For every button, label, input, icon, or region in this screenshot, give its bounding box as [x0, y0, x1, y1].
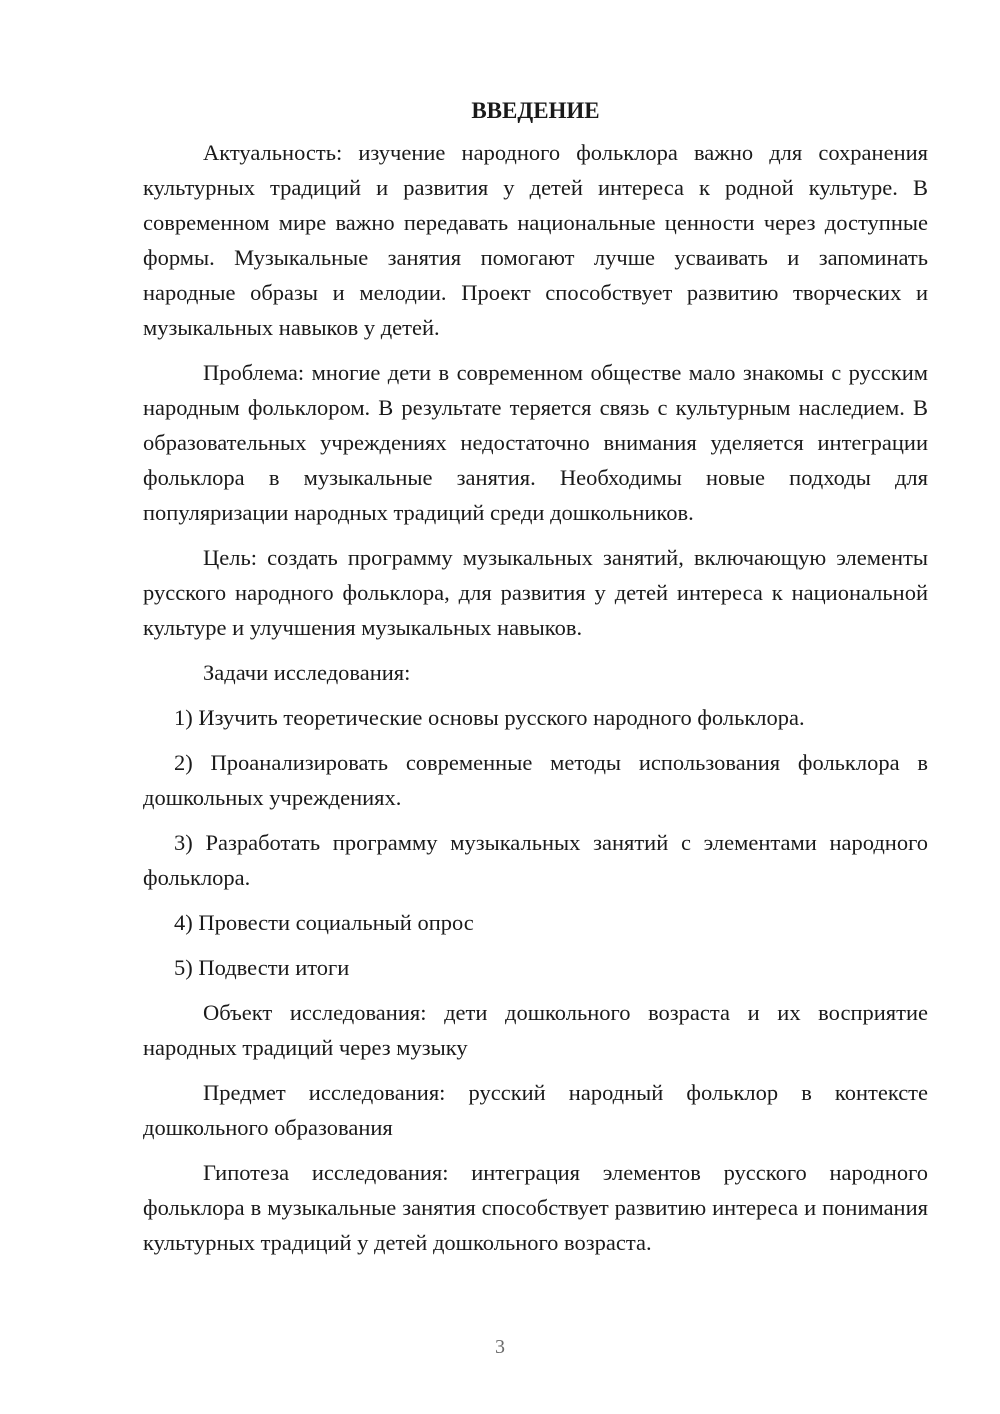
- problem-paragraph: Проблема: многие дети в современном обществе мало знакомы с русским народным фольклором. В результате теряется связь с культурным наследием. В образовательных учреждениях недостаточно внимания уделяется интеграции фольклора в музыкальные занятия. Необходимы новые подходы для популяризации народных традиций среди дошкольников.: [143, 360, 928, 525]
- goal-paragraph: Цель: создать программу музыкальных занятий, включающую элементы русского народного фольклора, для развития у детей интереса к национальной культуре и улучшения музыкальных навыков.: [143, 545, 928, 640]
- document-page: [143, 96, 928, 1270]
- tasks-heading: Задачи исследования:: [203, 660, 411, 685]
- task-item-2: 2) Проанализировать современные методы использования фольклора в дошкольных учреждениях.: [143, 750, 928, 810]
- task-item-5: 5) Подвести итоги: [174, 955, 350, 980]
- relevance-paragraph: Актуальность: изучение народного фольклора важно для сохранения культурных традиций и развития у детей интереса к родной культуре. В современном мире важно передавать национальные ценности через доступные формы. Музыкальные занятия помогают лучше усваивать и запоминать народные образы и мелодии. Проект способствует развитию творческих и музыкальных навыков у детей.: [143, 140, 928, 340]
- task-item-3: 3) Разработать программу музыкальных занятий с элементами народного фольклора.: [143, 830, 928, 890]
- task-item-1: 1) Изучить теоретические основы русского народного фольклора.: [174, 705, 805, 730]
- task-item-4: 4) Провести социальный опрос: [174, 910, 474, 935]
- page-number: 3: [495, 1336, 505, 1358]
- hypothesis-paragraph: Гипотеза исследования: интеграция элементов русского народного фольклора в музыкальные занятия способствует развитию интереса и понимания культурных традиций у детей дошкольного возраста.: [143, 1160, 928, 1255]
- object-paragraph: Объект исследования: дети дошкольного возраста и их восприятие народных традиций через музыку: [143, 1000, 928, 1060]
- section-title: ВВЕДЕНИЕ: [471, 98, 600, 123]
- subject-paragraph: Предмет исследования: русский народный фольклор в контексте дошкольного образования: [143, 1080, 928, 1140]
